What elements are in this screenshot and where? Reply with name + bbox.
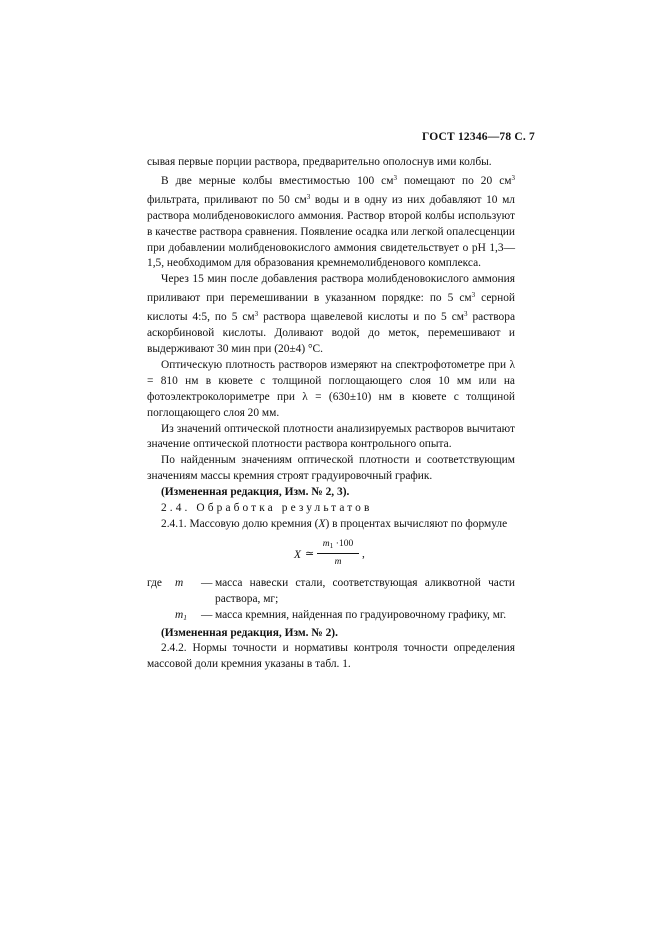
definition-dash: — xyxy=(201,576,213,589)
formula-numerator: $m_1 \cdot 100$ xyxy=(322,538,354,550)
paragraph-optical-density: Оптическую плотность растворов измеряют на спектрофотометре при λ = 810 нм в кювете с толщиной поглощающего слоя 10 мм или на фотоэлектроколориметре при λ = (630±10) нм в кювете с толщиной поглощающего слоя 20 мм. xyxy=(147,358,515,419)
formula-fraction xyxy=(317,538,359,568)
definition-symbol: m xyxy=(175,576,184,589)
formula-relation: ≃ xyxy=(305,547,315,560)
definition-row xyxy=(147,576,515,608)
where-label: где xyxy=(147,576,162,589)
fraction-bar xyxy=(317,553,359,554)
paragraph-calibration: По найденным значениям оптической плотности и соответствующим значениям массы кремния строят градуировочный график. xyxy=(147,454,515,483)
paragraph-flasks: В две мерные колбы вместимостью 100 $см^3$ помещают по 20 $см^3$ фильтрата, приливают по 50 $см^3$ воды и в одну из них добавляют 10 мл раствора молибденовокислого аммония. Раствор второй колбы используют в качестве раствора сравнения. Появление осадка или легкой опалесценции при добавлении молибденовокислого аммония свидетельствует о рН 1,3—1,5, необходимом для образования кремнемолибденового комплекса. xyxy=(147,173,515,270)
definition-text: масса навески стали, соответствующая аликвотной части раствора, мг; xyxy=(215,576,515,605)
formula xyxy=(147,536,515,574)
paragraph-reagents: Через 15 мин после добавления раствора молибденовокислого аммония приливают при перемешивании в указанном порядке: по 5 $см^3$ серной кислоты 4:5, по 5 $см^3$ раствора щавелевой кислоты и по 5 $см^3$ раствора аскорбиновой кислоты. Доливают водой до меток, перемешивают и выдерживают 30 мин при (20±4) °С. xyxy=(147,273,515,355)
definition-row xyxy=(147,608,515,626)
paragraph-formula-intro: 2.4.1. Массовую долю кремния (X) в процентах вычисляют по формуле xyxy=(161,517,508,530)
definition-symbol: $m_1$ xyxy=(175,608,187,622)
section-heading: 2.4. Обработка результатов xyxy=(161,502,373,515)
paragraph-subtract: Из значений оптической плотности анализируемых растворов вычитают значение оптической плотности раствора контрольного опыта. xyxy=(147,422,515,451)
variable-definitions xyxy=(147,576,515,626)
page-header: ГОСТ 12346—78 С. 7 xyxy=(422,131,535,143)
formula-denominator: m xyxy=(334,556,342,567)
definition-text: масса кремния, найденная по градуировочному графику, мг. xyxy=(215,608,507,621)
paragraph-accuracy: 2.4.2. Нормы точности и нормативы контроля точности определения массовой доли кремния указаны в табл. 1. xyxy=(147,642,515,671)
paragraph-continuation: сывая первые порции раствора, предварительно ополоснув ими колбы. xyxy=(147,156,492,168)
formula-lhs: X xyxy=(294,548,301,561)
document-body xyxy=(147,155,515,673)
formula-comma: , xyxy=(362,547,365,560)
amendment-note-2: (Измененная редакция, Изм. № 2). xyxy=(161,626,338,639)
amendment-note-1: (Измененная редакция, Изм. № 2, 3). xyxy=(161,486,350,499)
definition-dash: — xyxy=(201,608,213,621)
